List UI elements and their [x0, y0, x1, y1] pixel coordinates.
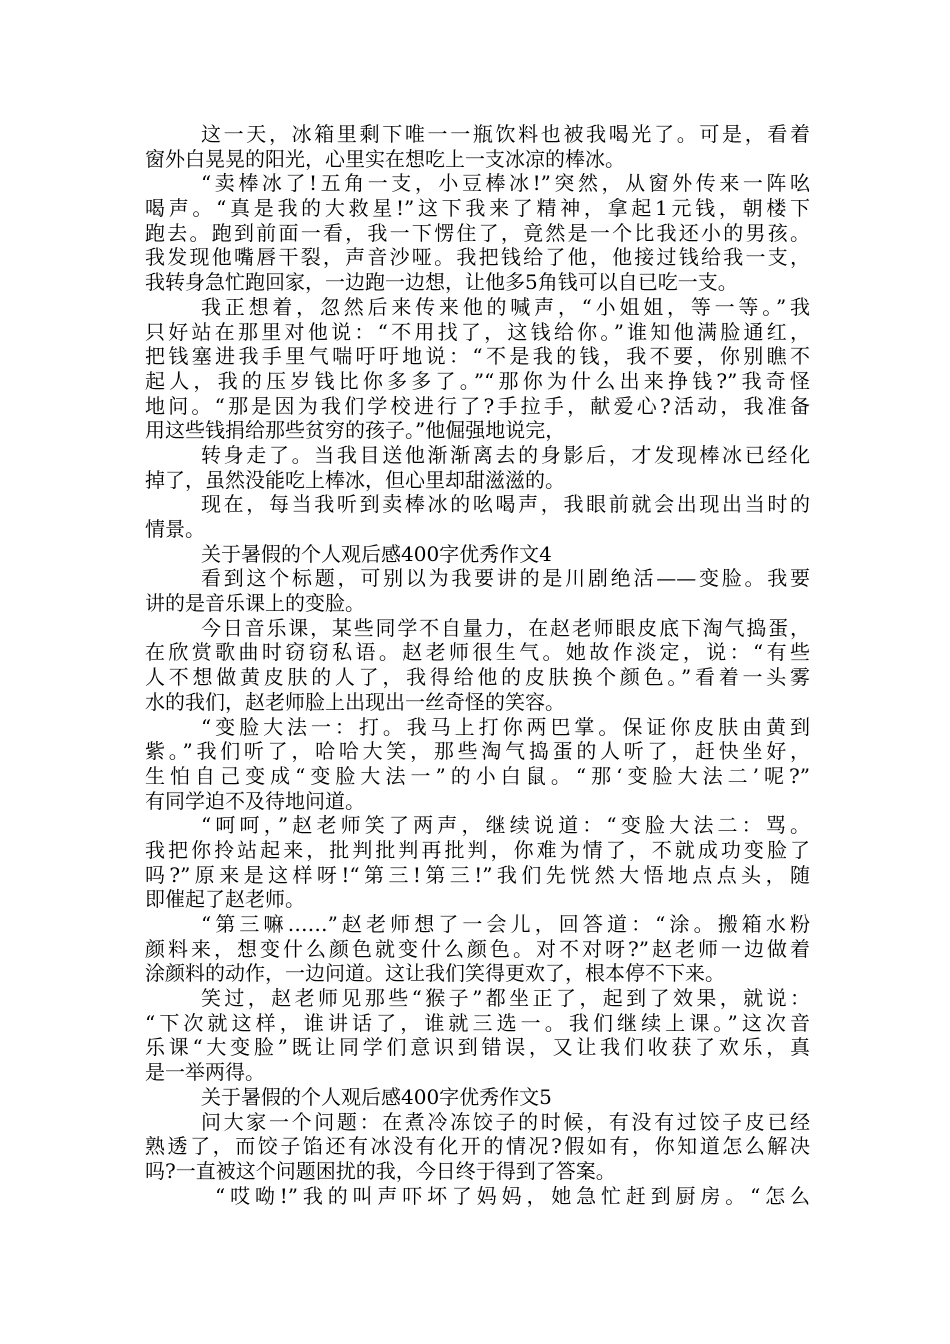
paragraph-last-line: 是一举两得。 [145, 1060, 265, 1085]
paragraph-last-line: 涂颜料的动作，一边问道。这让我们笑得更欢了，根本停不下来。 [145, 961, 725, 986]
paragraph-last-line: 用这些钱捐给那些贫穷的孩子。”他倔强地说完， [145, 418, 566, 443]
paragraph-last-line: 窗外白晃晃的阳光，心里实在想吃上一支冰凉的棒冰。 [145, 146, 625, 171]
section-heading: 关于暑假的个人观后感400字优秀作文5 [201, 1084, 552, 1109]
paragraph-first-line: 看到这个标题，可别以为我要讲的是川剧绝活——变脸。我要 [201, 566, 810, 591]
paragraph-first-line: “卖棒冰了!五角一支，小豆棒冰!”突然，从窗外传来一阵吆 [201, 171, 810, 196]
text-line: 把钱塞进我手里气喘吁吁地说：“不是我的钱，我不要，你别瞧不 [145, 344, 810, 369]
text-line: 只好站在那里对他说：“不用找了，这钱给你。”谁知他满脸通红， [145, 319, 810, 344]
paragraph-first-line: “哎呦!”我的叫声吓坏了妈妈，她急忙赶到厨房。“怎么 [215, 1183, 810, 1208]
paragraph-last-line: 掉了，虽然没能吃上棒冰，但心里却甜滋滋的。 [145, 467, 565, 492]
text-line: 乐课“大变脸”既让同学们意识到错误，又让我们收获了欢乐，真 [145, 1035, 810, 1060]
text-line: 紫。”我们听了，哈哈大笑，那些淘气捣蛋的人听了，赶快坐好， [145, 739, 810, 764]
text-line: 喝声。“真是我的大救星!”这下我来了精神，拿起1元钱，朝楼下 [145, 196, 810, 221]
section-heading: 关于暑假的个人观后感400字优秀作文4 [201, 541, 552, 566]
paragraph-last-line: 讲的是音乐课上的变脸。 [145, 591, 365, 616]
paragraph-first-line: 转身走了。当我目送他渐渐离去的身影后，才发现棒冰已经化 [201, 442, 810, 467]
text-line: 颜料来，想变什么颜色就变什么颜色。对不对呀?”赵老师一边做着 [145, 936, 810, 961]
text-line: 吗?”原来是这样呀!“第三!第三!”我们先恍然大悟地点点头，随 [145, 862, 810, 887]
paragraph-first-line: “变脸大法一：打。我马上打你两巴掌。保证你皮肤由黄到 [201, 714, 810, 739]
text-line: 熟透了，而饺子馅还有冰没有化开的情况?假如有，你知道怎么解决 [145, 1134, 810, 1159]
paragraph-last-line: 吗?一直被这个问题困扰的我，今日终于得到了答案。 [145, 1158, 616, 1183]
text-line: 生怕自己变成“变脸大法一”的小白鼠。“那‘变脸大法二’呢?” [145, 763, 810, 788]
text-line: 人不想做黄皮肤的人了，我得给他的皮肤换个颜色。”看着一头雾 [145, 665, 810, 690]
paragraph-last-line: 即催起了赵老师。 [145, 887, 305, 912]
paragraph-first-line: 笑过，赵老师见那些“猴子”都坐正了，起到了效果，就说： [201, 986, 810, 1011]
text-line: 起人，我的压岁钱比你多多了。”“那你为什么出来挣钱?”我奇怪 [145, 368, 810, 393]
document-page [145, 122, 810, 1208]
paragraph-first-line: “第三嘛……”赵老师想了一会儿，回答道：“涂。搬箱水粉 [201, 912, 810, 936]
text-line: 在欣赏歌曲时窃窃私语。赵老师很生气。她故作淡定，说：“有些 [145, 640, 810, 665]
text-line: 地问。“那是因为我们学校进行了?手拉手，献爱心?活动，我准备 [145, 393, 810, 418]
paragraph-first-line: “呵呵，”赵老师笑了两声，继续说道：“变脸大法二：骂。 [201, 813, 810, 838]
paragraph-first-line: 现在，每当我听到卖棒冰的吆喝声，我眼前就会出现出当时的 [201, 492, 810, 517]
paragraph-last-line: 有同学迫不及待地问道。 [145, 788, 365, 813]
paragraph-first-line: 我正想着，忽然后来传来他的喊声，“小姐姐，等一等。”我 [201, 294, 810, 319]
paragraph-first-line: 今日音乐课，某些同学不自量力，在赵老师眼皮底下淘气捣蛋， [201, 615, 810, 640]
paragraph-first-line: 问大家一个问题：在煮冷冻饺子的时候，有没有过饺子皮已经 [201, 1109, 810, 1134]
paragraph-last-line: 我转身急忙跑回家，一边跑一边想，让他多5角钱可以自已吃一支。 [145, 270, 738, 295]
text-line: 我把你拎站起来，批判批判再批判，你难为情了，不就成功变脸了 [145, 837, 810, 862]
text-line: 我发现他嘴唇干裂，声音沙哑。我把钱给了他，他接过钱给我一支， [145, 245, 810, 270]
text-line: 跑去。跑到前面一看，我一下愣住了，竟然是一个比我还小的男孩。 [145, 220, 810, 245]
paragraph-first-line: 这一天，冰箱里剩下唯一一瓶饮料也被我喝光了。可是，看着 [201, 122, 810, 146]
text-line: “下次就这样，谁讲话了，谁就三选一。我们继续上课。”这次音 [145, 1010, 810, 1035]
paragraph-last-line: 情景。 [145, 517, 205, 541]
paragraph-last-line: 水的我们，赵老师脸上出现出一丝奇怪的笑容。 [145, 689, 565, 714]
